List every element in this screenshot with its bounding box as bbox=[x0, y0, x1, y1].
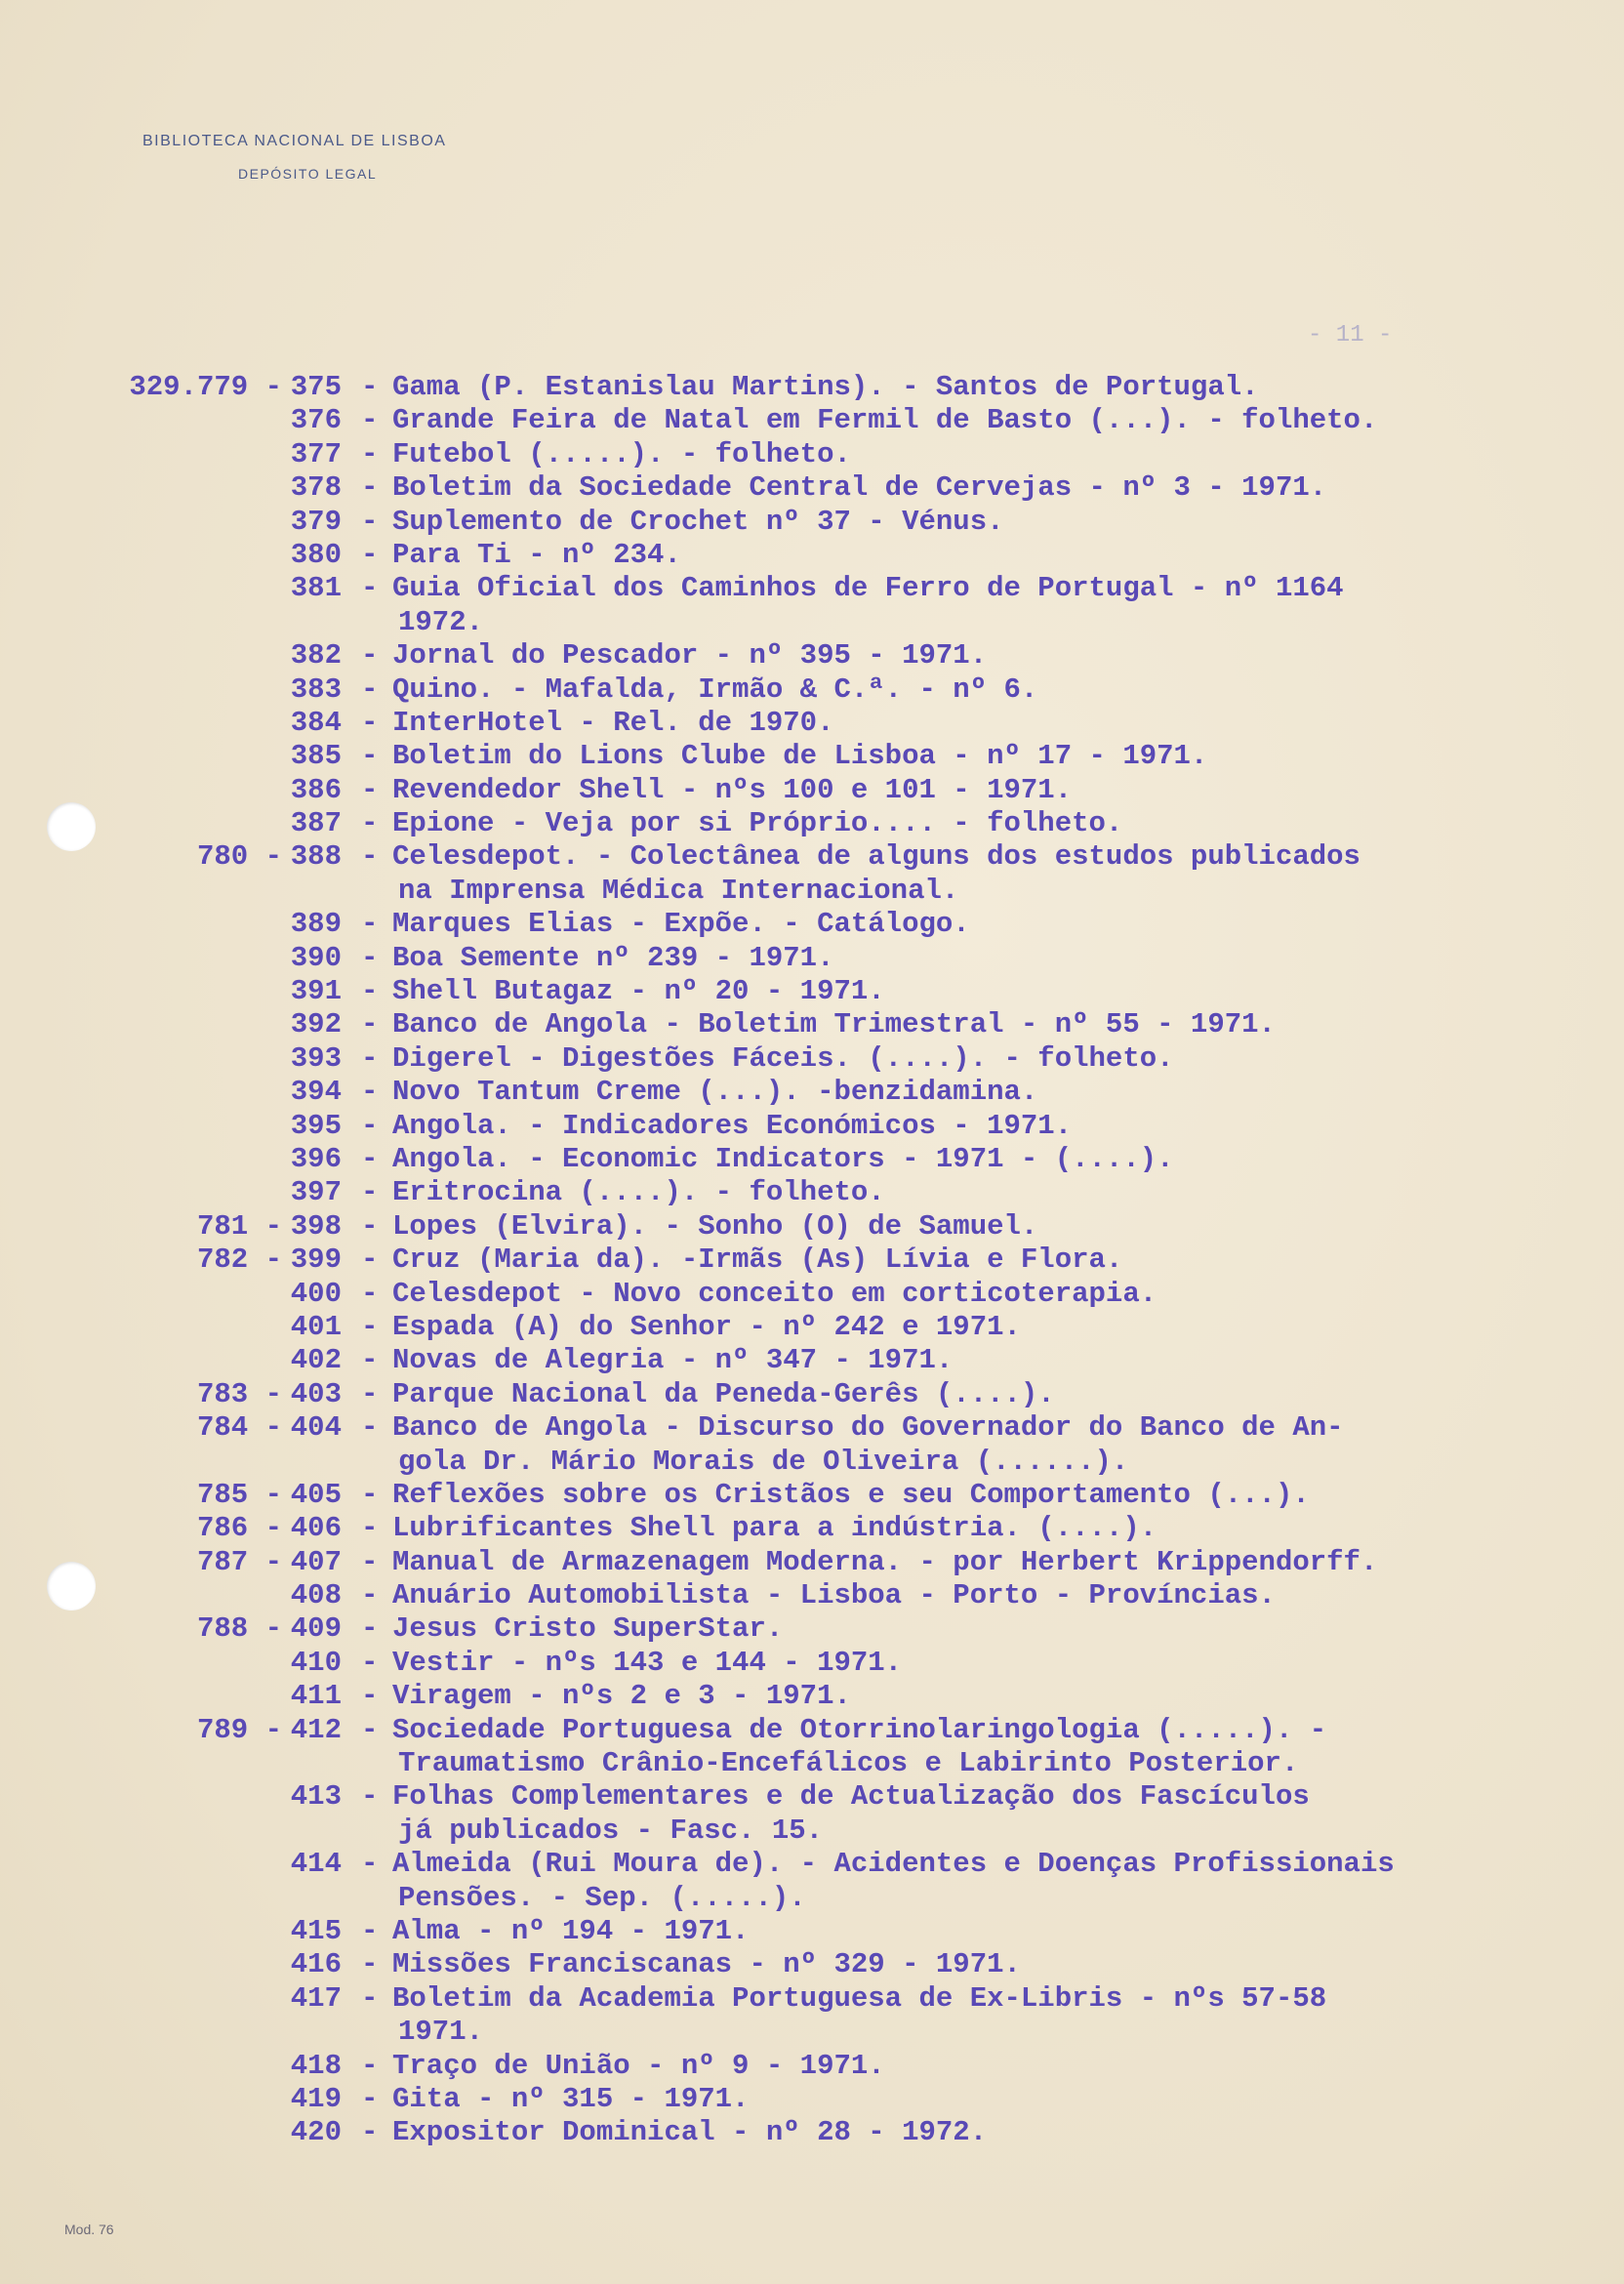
entry-text: Vestir - nºs 143 e 144 - 1971. bbox=[392, 1646, 903, 1679]
entry-number: 401 bbox=[290, 1310, 342, 1343]
entry-row bbox=[0, 908, 1624, 941]
entry-row bbox=[0, 807, 1624, 840]
entry-text: Eritrocina (....). - folheto. bbox=[392, 1176, 885, 1209]
entry-number: 394 bbox=[290, 1076, 342, 1109]
entry-text: Traumatismo Crânio-Encefálicos e Labirinto Posterior. bbox=[398, 1747, 1299, 1780]
entry-row bbox=[0, 707, 1624, 740]
entry-text: Quino. - Mafalda, Irmão & C.ª. - nº 6. bbox=[392, 673, 1038, 706]
entry-text: Parque Nacional da Peneda-Gerês (....). bbox=[392, 1377, 1055, 1410]
entry-code: 789 - bbox=[196, 1713, 282, 1746]
entry-separator: - bbox=[361, 1041, 379, 1075]
entry-number: 387 bbox=[290, 807, 342, 840]
page-number: - 11 - bbox=[1308, 322, 1393, 348]
entry-separator: - bbox=[361, 1478, 379, 1511]
entry-row bbox=[0, 539, 1624, 572]
entry-number: 385 bbox=[290, 740, 342, 773]
entry-text: Angola. - Economic Indicators - 1971 - (....). bbox=[392, 1142, 1174, 1175]
entry-separator: - bbox=[361, 1981, 379, 2015]
entry-row bbox=[0, 1512, 1624, 1545]
entry-code: 787 - bbox=[196, 1545, 282, 1578]
entry-number: 380 bbox=[290, 538, 342, 571]
entry-text: Missões Franciscanas - nº 329 - 1971. bbox=[392, 1948, 1021, 1981]
entry-row bbox=[0, 506, 1624, 539]
entry-separator: - bbox=[361, 1512, 379, 1545]
entry-row bbox=[0, 1344, 1624, 1377]
entry-continuation bbox=[0, 1815, 1624, 1848]
entry-code: 782 - bbox=[196, 1244, 282, 1277]
entry-separator: - bbox=[361, 1713, 379, 1746]
entry-text: Banco de Angola - Boletim Trimestral - nº 55 - 1971. bbox=[392, 1008, 1276, 1041]
entry-row bbox=[0, 2083, 1624, 2116]
entry-row bbox=[0, 975, 1624, 1008]
entry-separator: - bbox=[361, 807, 379, 840]
entry-number: 408 bbox=[290, 1579, 342, 1612]
entry-text: na Imprensa Médica Internacional. bbox=[398, 874, 959, 907]
entry-text: Digerel - Digestões Fáceis. (....). - folheto. bbox=[392, 1041, 1174, 1075]
entry-number: 395 bbox=[290, 1109, 342, 1142]
entry-number: 383 bbox=[290, 673, 342, 706]
entry-text: Shell Butagaz - nº 20 - 1971. bbox=[392, 975, 885, 1008]
entry-number: 412 bbox=[290, 1713, 342, 1746]
entry-separator: - bbox=[361, 2082, 379, 2115]
entry-text: Marques Elias - Expõe. - Catálogo. bbox=[392, 908, 970, 941]
entry-number: 419 bbox=[290, 2082, 342, 2115]
entry-row bbox=[0, 1780, 1624, 1814]
entry-separator: - bbox=[361, 1209, 379, 1243]
entry-separator: - bbox=[361, 908, 379, 941]
entry-code: 783 - bbox=[196, 1377, 282, 1410]
entry-text: 1971. bbox=[398, 2016, 484, 2049]
entry-separator: - bbox=[361, 1780, 379, 1814]
entry-separator: - bbox=[361, 1848, 379, 1881]
entry-code: 784 - bbox=[196, 1411, 282, 1445]
entry-separator: - bbox=[361, 1545, 379, 1578]
entry-number: 379 bbox=[290, 505, 342, 538]
entry-row bbox=[0, 840, 1624, 874]
letterhead-subtitle: DEPÓSITO LEGAL bbox=[238, 166, 378, 182]
entry-text: Jornal do Pescador - nº 395 - 1971. bbox=[392, 639, 988, 673]
entry-separator: - bbox=[361, 1310, 379, 1343]
entry-number: 416 bbox=[290, 1948, 342, 1981]
entry-number: 382 bbox=[290, 639, 342, 673]
entry-text: Pensões. - Sep. (.....). bbox=[398, 1881, 806, 1914]
entry-text: 1972. bbox=[398, 605, 484, 638]
entry-text: já publicados - Fasc. 15. bbox=[398, 1814, 824, 1847]
entry-separator: - bbox=[361, 471, 379, 505]
letterhead bbox=[142, 133, 446, 182]
entry-separator: - bbox=[361, 1176, 379, 1209]
entry-separator: - bbox=[361, 505, 379, 538]
form-model-label: Mod. 76 bbox=[64, 2222, 114, 2237]
entry-separator: - bbox=[361, 706, 379, 739]
entry-number: 406 bbox=[290, 1512, 342, 1545]
entry-text: Almeida (Rui Moura de). - Acidentes e Doenças Profissionais bbox=[392, 1848, 1395, 1881]
entry-text: Boletim do Lions Clube de Lisboa - nº 17 - 1971. bbox=[392, 740, 1208, 773]
entry-text: Banco de Angola - Discurso do Governador do Banco de An- bbox=[392, 1411, 1344, 1445]
entry-row bbox=[0, 2050, 1624, 2083]
entry-number: 417 bbox=[290, 1981, 342, 2015]
entry-number: 418 bbox=[290, 2049, 342, 2082]
entry-row bbox=[0, 1176, 1624, 1209]
entry-number: 391 bbox=[290, 975, 342, 1008]
entry-number: 376 bbox=[290, 404, 342, 437]
entry-separator: - bbox=[361, 1076, 379, 1109]
entry-text: gola Dr. Mário Morais de Oliveira (......). bbox=[398, 1445, 1129, 1478]
entry-number: 388 bbox=[290, 840, 342, 874]
deposit-listing bbox=[0, 371, 1624, 2150]
entry-number: 393 bbox=[290, 1041, 342, 1075]
entry-row bbox=[0, 404, 1624, 437]
entry-separator: - bbox=[361, 371, 379, 403]
entry-number: 386 bbox=[290, 773, 342, 806]
entry-row bbox=[0, 1579, 1624, 1612]
entry-separator: - bbox=[361, 639, 379, 673]
entry-number: 390 bbox=[290, 941, 342, 974]
entry-text: Gama (P. Estanislau Martins). - Santos de Portugal. bbox=[392, 371, 1259, 403]
entry-row bbox=[0, 1311, 1624, 1344]
entry-number: 399 bbox=[290, 1244, 342, 1277]
entry-separator: - bbox=[361, 572, 379, 605]
entry-code: 785 - bbox=[196, 1478, 282, 1511]
entry-text: Novas de Alegria - nº 347 - 1971. bbox=[392, 1344, 954, 1377]
entry-number: 407 bbox=[290, 1545, 342, 1578]
entry-number: 375 bbox=[290, 371, 342, 403]
entry-number: 381 bbox=[290, 572, 342, 605]
entry-separator: - bbox=[361, 840, 379, 874]
entry-separator: - bbox=[361, 2116, 379, 2149]
entry-text: Reflexões sobre os Cristãos e seu Comportamento (...). bbox=[392, 1478, 1310, 1511]
entry-row bbox=[0, 1143, 1624, 1176]
entry-row bbox=[0, 1915, 1624, 1948]
entry-text: Guia Oficial dos Caminhos de Ferro de Portugal - nº 1164 bbox=[392, 572, 1344, 605]
entry-separator: - bbox=[361, 1244, 379, 1277]
entry-separator: - bbox=[361, 538, 379, 571]
entry-text: Manual de Armazenagem Moderna. - por Herbert Krippendorff. bbox=[392, 1545, 1378, 1578]
entry-code: 786 - bbox=[196, 1512, 282, 1545]
entry-row bbox=[0, 1680, 1624, 1713]
entry-continuation bbox=[0, 875, 1624, 908]
entry-text: Anuário Automobilista - Lisboa - Porto - Províncias. bbox=[392, 1579, 1276, 1612]
entry-number: 389 bbox=[290, 908, 342, 941]
entry-text: Cruz (Maria da). -Irmãs (As) Lívia e Flora. bbox=[392, 1244, 1123, 1277]
entry-number: 413 bbox=[290, 1780, 342, 1814]
entry-continuation bbox=[0, 1882, 1624, 1915]
entry-continuation bbox=[0, 606, 1624, 639]
entry-text: Espada (A) do Senhor - nº 242 e 1971. bbox=[392, 1310, 1021, 1343]
entry-number: 400 bbox=[290, 1277, 342, 1310]
entry-row bbox=[0, 1948, 1624, 1981]
entry-continuation bbox=[0, 1747, 1624, 1780]
entry-separator: - bbox=[361, 437, 379, 470]
entry-row bbox=[0, 1411, 1624, 1445]
entry-separator: - bbox=[361, 1612, 379, 1646]
entry-text: Celesdepot. - Colectânea de alguns dos estudos publicados bbox=[392, 840, 1360, 874]
entry-number: 405 bbox=[290, 1478, 342, 1511]
entry-row bbox=[0, 1244, 1624, 1277]
entry-number: 410 bbox=[290, 1646, 342, 1679]
entry-number: 396 bbox=[290, 1142, 342, 1175]
entry-separator: - bbox=[361, 1008, 379, 1041]
entry-row bbox=[0, 1278, 1624, 1311]
entry-number: 420 bbox=[290, 2116, 342, 2149]
entry-separator: - bbox=[361, 1142, 379, 1175]
entry-row bbox=[0, 471, 1624, 505]
entry-continuation bbox=[0, 1446, 1624, 1479]
entry-row bbox=[0, 740, 1624, 773]
entry-separator: - bbox=[361, 740, 379, 773]
entry-number: 384 bbox=[290, 706, 342, 739]
entry-row bbox=[0, 1848, 1624, 1881]
entry-number: 411 bbox=[290, 1680, 342, 1713]
entry-separator: - bbox=[361, 975, 379, 1008]
entry-separator: - bbox=[361, 773, 379, 806]
entry-separator: - bbox=[361, 1344, 379, 1377]
entry-number: 415 bbox=[290, 1914, 342, 1947]
entry-text: Novo Tantum Creme (...). -benzidamina. bbox=[392, 1076, 1038, 1109]
entry-separator: - bbox=[361, 2049, 379, 2082]
entry-row bbox=[0, 1714, 1624, 1747]
entry-separator: - bbox=[361, 941, 379, 974]
entry-number: 402 bbox=[290, 1344, 342, 1377]
entry-row bbox=[0, 1110, 1624, 1143]
entry-text: Angola. - Indicadores Económicos - 1971. bbox=[392, 1109, 1073, 1142]
entry-code: 788 - bbox=[196, 1612, 282, 1646]
entry-row bbox=[0, 1546, 1624, 1579]
entry-text: Folhas Complementares e de Actualização dos Fascículos bbox=[392, 1780, 1310, 1814]
entry-row bbox=[0, 1479, 1624, 1512]
entry-row bbox=[0, 438, 1624, 471]
entry-continuation bbox=[0, 2016, 1624, 2049]
entry-code: 780 - bbox=[196, 840, 282, 874]
entry-row bbox=[0, 572, 1624, 605]
entry-number: 392 bbox=[290, 1008, 342, 1041]
entry-row bbox=[0, 942, 1624, 975]
entry-number: 377 bbox=[290, 437, 342, 470]
entry-row bbox=[0, 1076, 1624, 1109]
entry-text: Viragem - nºs 2 e 3 - 1971. bbox=[392, 1680, 851, 1713]
entry-number: 404 bbox=[290, 1411, 342, 1445]
entry-number: 378 bbox=[290, 471, 342, 505]
entry-text: Celesdepot - Novo conceito em corticoterapia. bbox=[392, 1277, 1157, 1310]
letterhead-title: BIBLIOTECA NACIONAL DE LISBOA bbox=[142, 133, 447, 149]
entry-text: Para Ti - nº 234. bbox=[392, 538, 681, 571]
entry-separator: - bbox=[361, 1948, 379, 1981]
entry-text: Suplemento de Crochet nº 37 - Vénus. bbox=[392, 505, 1004, 538]
entry-text: Gita - nº 315 - 1971. bbox=[392, 2082, 750, 2115]
entry-separator: - bbox=[361, 404, 379, 437]
entry-separator: - bbox=[361, 673, 379, 706]
entry-text: Boletim da Sociedade Central de Cervejas - nº 3 - 1971. bbox=[392, 471, 1327, 505]
entry-row bbox=[0, 673, 1624, 707]
entry-row bbox=[0, 774, 1624, 807]
entry-text: InterHotel - Rel. de 1970. bbox=[392, 706, 834, 739]
entry-separator: - bbox=[361, 1411, 379, 1445]
entry-text: Traço de União - nº 9 - 1971. bbox=[392, 2049, 885, 2082]
entry-text: Jesus Cristo SuperStar. bbox=[392, 1612, 784, 1646]
entry-code: 781 - bbox=[196, 1209, 282, 1243]
entry-row bbox=[0, 1378, 1624, 1411]
entry-row bbox=[0, 1982, 1624, 2016]
entry-text: Alma - nº 194 - 1971. bbox=[392, 1914, 750, 1947]
entry-code: 329.779 - bbox=[129, 371, 282, 403]
entry-row bbox=[0, 639, 1624, 673]
entry-row bbox=[0, 1612, 1624, 1646]
entry-separator: - bbox=[361, 1914, 379, 1947]
entry-text: Revendedor Shell - nºs 100 e 101 - 1971. bbox=[392, 773, 1073, 806]
entry-text: Expositor Dominical - nº 28 - 1972. bbox=[392, 2116, 988, 2149]
entry-text: Sociedade Portuguesa de Otorrinolaringologia (.....). - bbox=[392, 1713, 1327, 1746]
entry-number: 398 bbox=[290, 1209, 342, 1243]
entry-number: 409 bbox=[290, 1612, 342, 1646]
entry-text: Grande Feira de Natal em Fermil de Basto (...). - folheto. bbox=[392, 404, 1378, 437]
entry-separator: - bbox=[361, 1377, 379, 1410]
entry-separator: - bbox=[361, 1109, 379, 1142]
entry-text: Futebol (.....). - folheto. bbox=[392, 437, 851, 470]
entry-text: Lubrificantes Shell para a indústria. (....). bbox=[392, 1512, 1157, 1545]
entry-row bbox=[0, 2116, 1624, 2149]
entry-text: Boa Semente nº 239 - 1971. bbox=[392, 941, 834, 974]
entry-row bbox=[0, 371, 1624, 404]
entry-separator: - bbox=[361, 1680, 379, 1713]
entry-number: 414 bbox=[290, 1848, 342, 1881]
entry-text: Epione - Veja por si Próprio.... - folheto. bbox=[392, 807, 1123, 840]
entry-separator: - bbox=[361, 1579, 379, 1612]
entry-text: Boletim da Academia Portuguesa de Ex-Libris - nºs 57-58 bbox=[392, 1981, 1327, 2015]
entry-text: Lopes (Elvira). - Sonho (O) de Samuel. bbox=[392, 1209, 1038, 1243]
entry-separator: - bbox=[361, 1277, 379, 1310]
entry-row bbox=[0, 1042, 1624, 1076]
entry-number: 397 bbox=[290, 1176, 342, 1209]
entry-row bbox=[0, 1008, 1624, 1041]
entry-row bbox=[0, 1647, 1624, 1680]
entry-separator: - bbox=[361, 1646, 379, 1679]
entry-number: 403 bbox=[290, 1377, 342, 1410]
entry-row bbox=[0, 1210, 1624, 1244]
